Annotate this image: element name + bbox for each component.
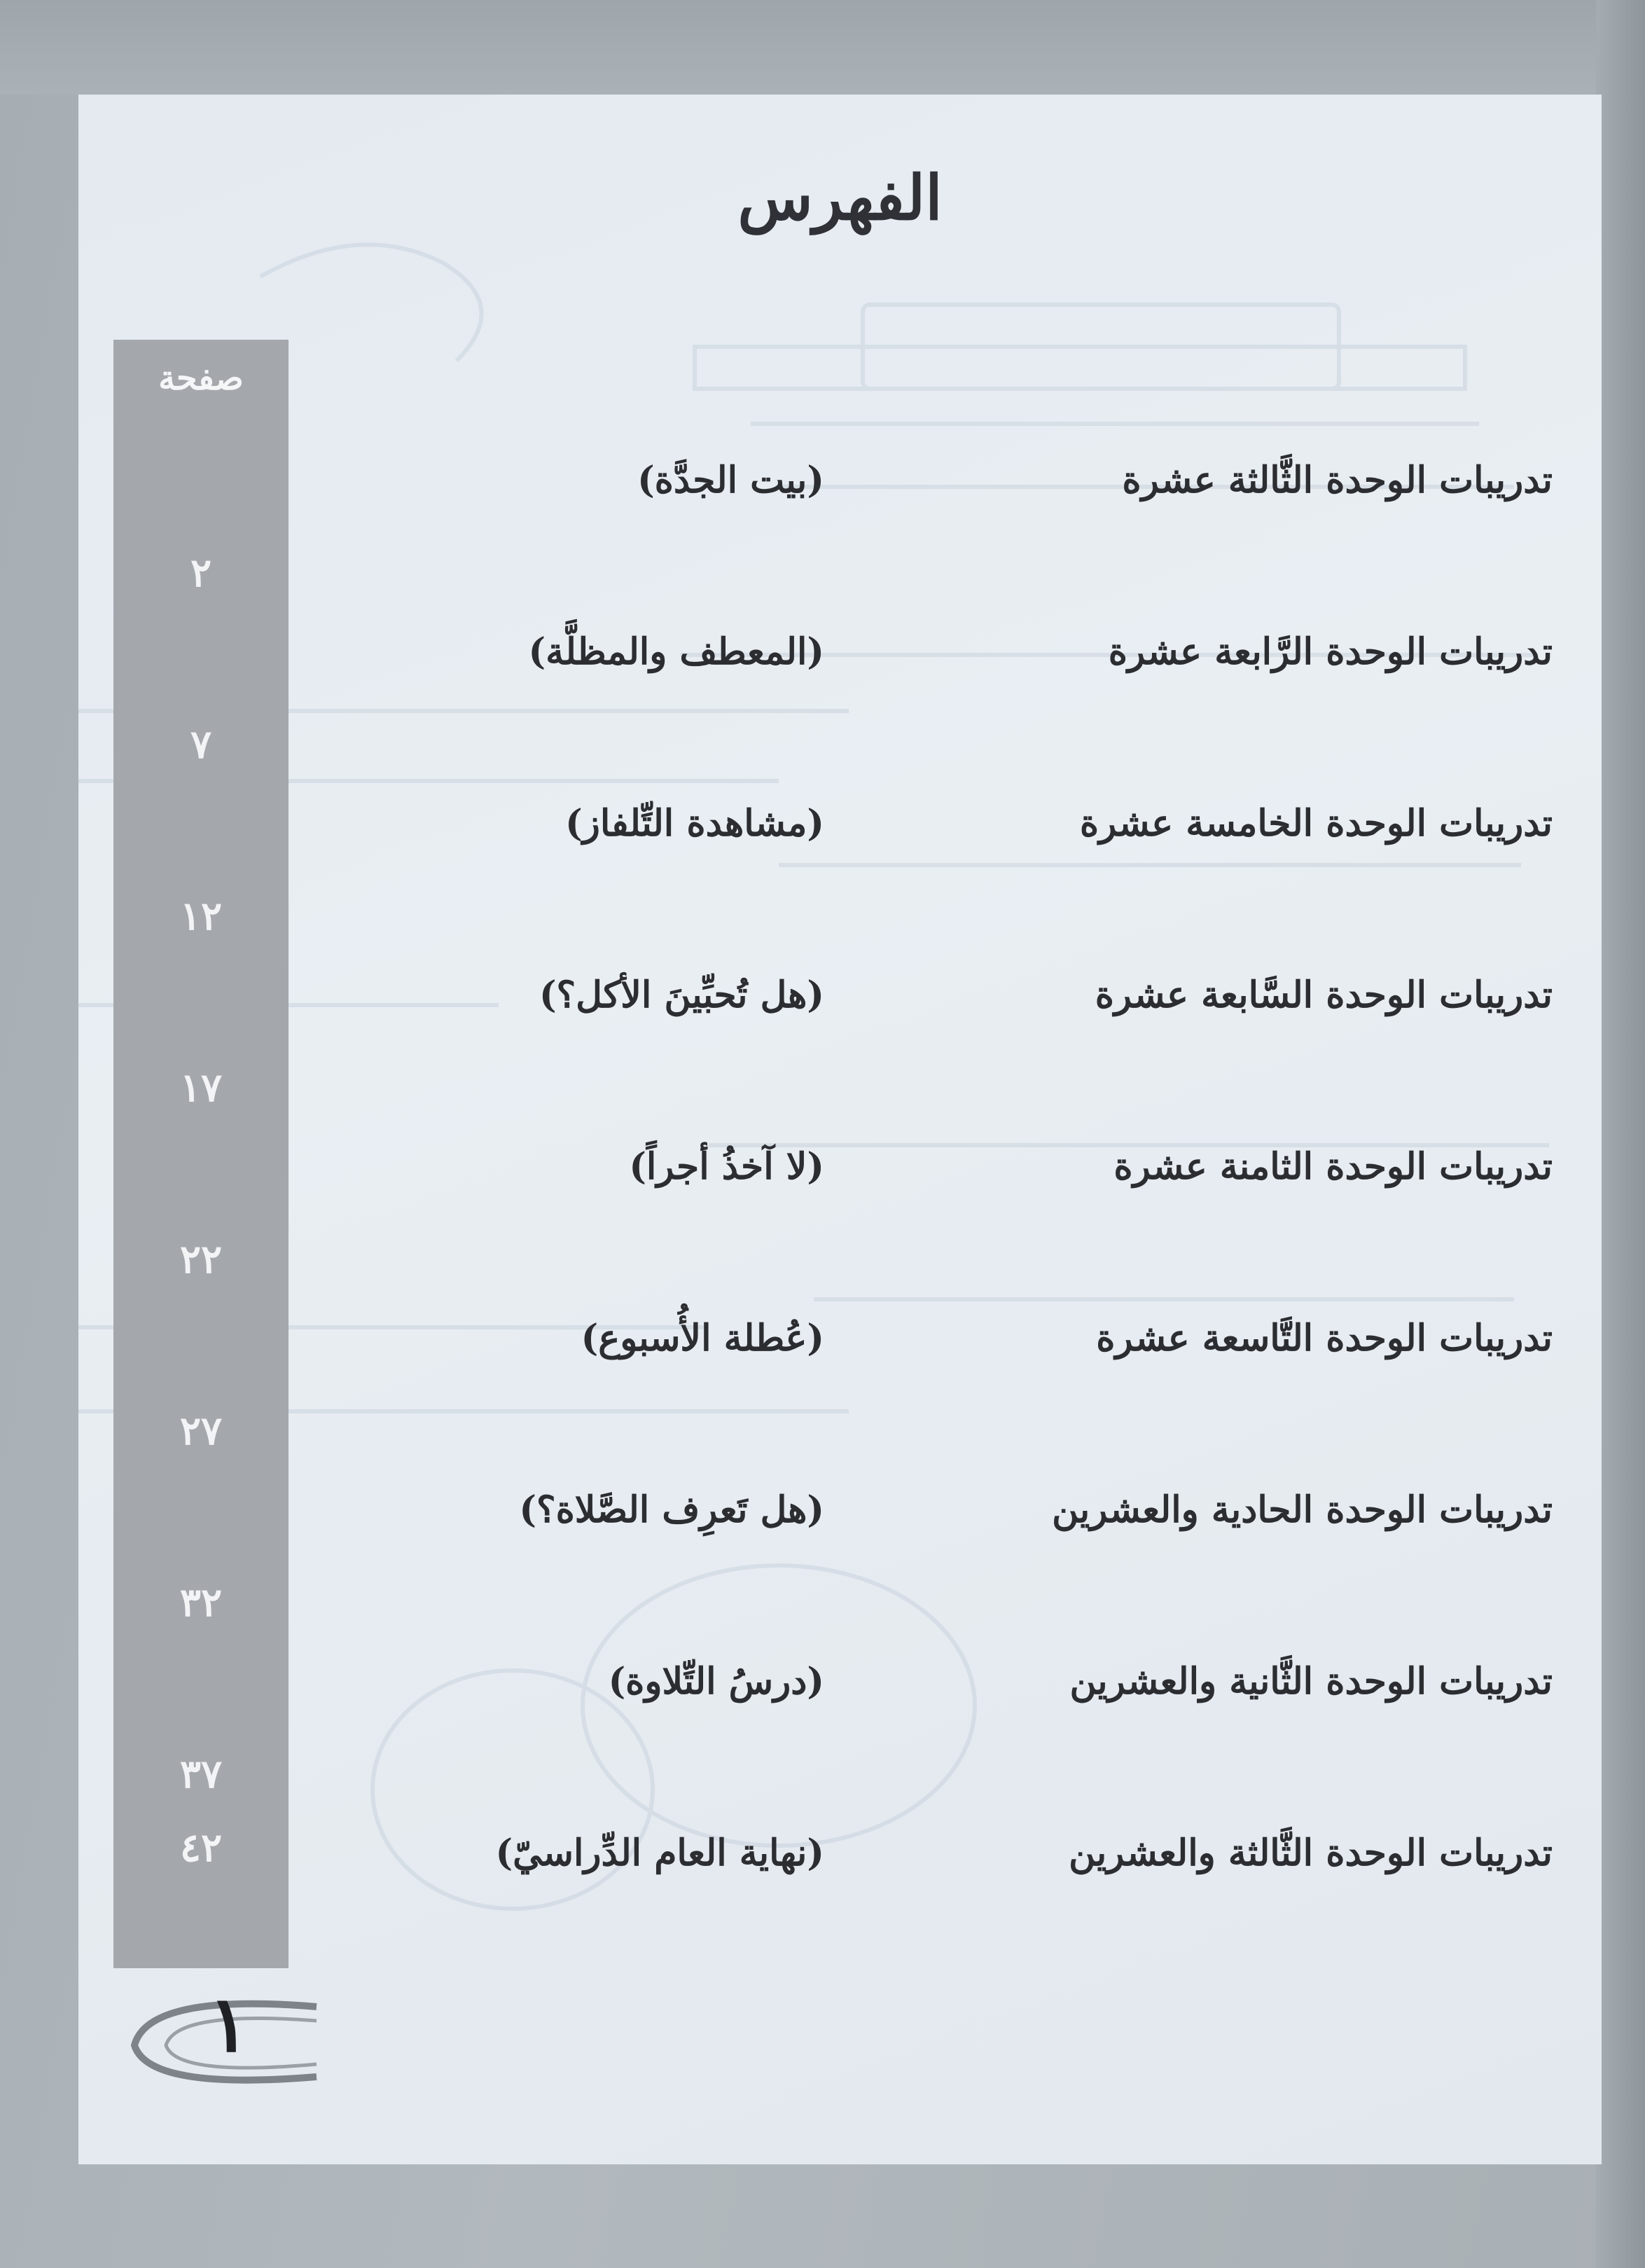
page-number: ١٢ xyxy=(179,893,223,939)
toc-lesson-title: (نهاية العام الدِّراسيّ) xyxy=(495,1832,824,1874)
toc-lesson-title: (هل تُحبِّينَ الأكل؟) xyxy=(539,974,824,1016)
toc-lesson-title: (مشاهدة التِّلفاز) xyxy=(565,802,824,845)
toc-unit-title: تدريبات الوحدة الثامنة عشرة xyxy=(1113,1145,1553,1188)
toc-unit-title: تدريبات الوحدة السَّابعة عشرة xyxy=(1095,974,1553,1016)
page-number: ٢٢ xyxy=(179,1236,223,1282)
toc-unit-title: تدريبات الوحدة الخامسة عشرة xyxy=(1079,802,1553,845)
toc-unit-title: تدريبات الوحدة الثَّالثة والعشرين xyxy=(1069,1832,1553,1874)
toc-unit-title: تدريبات الوحدة الثَّالثة عشرة xyxy=(1122,459,1553,502)
page-title: الفهرس xyxy=(737,161,943,234)
toc-unit-title: تدريبات الوحدة الرَّابعة عشرة xyxy=(1108,630,1553,673)
scan-border-right xyxy=(1596,0,1645,2268)
page-number: ٣٧ xyxy=(179,1751,223,1797)
scan-border-top xyxy=(0,0,1645,95)
toc-lesson-title: (لا آخذُ أجراً) xyxy=(629,1145,824,1188)
footer-page-number: ١ xyxy=(208,1979,250,2069)
toc-lesson-title: (درسُ التِّلاوة) xyxy=(608,1660,824,1703)
page-column-header: صفحة xyxy=(158,359,244,398)
page-number: ٢٧ xyxy=(179,1408,223,1454)
page-number-column xyxy=(113,340,289,1968)
page-number: ٢ xyxy=(190,550,212,596)
toc-unit-title: تدريبات الوحدة التَّاسعة عشرة xyxy=(1096,1317,1553,1360)
toc-unit-title: تدريبات الوحدة الثَّانية والعشرين xyxy=(1069,1660,1553,1703)
toc-lesson-title: (هل تَعرِف الصَّلاة؟) xyxy=(519,1488,824,1531)
page-number: ٣٢ xyxy=(179,1579,223,1626)
page-number: ٧ xyxy=(190,721,212,768)
toc-lesson-title: (عُطلة الأُسبوع) xyxy=(581,1317,824,1360)
page-number: ١٧ xyxy=(179,1065,223,1111)
toc-lesson-title: (بيت الجدَّة) xyxy=(637,459,824,502)
toc-unit-title: تدريبات الوحدة الحادية والعشرين xyxy=(1052,1488,1553,1531)
book-page xyxy=(78,95,1602,2164)
page-number: ٤٢ xyxy=(179,1825,223,1871)
toc-lesson-title: (المعطف والمظلَّة) xyxy=(528,630,824,673)
